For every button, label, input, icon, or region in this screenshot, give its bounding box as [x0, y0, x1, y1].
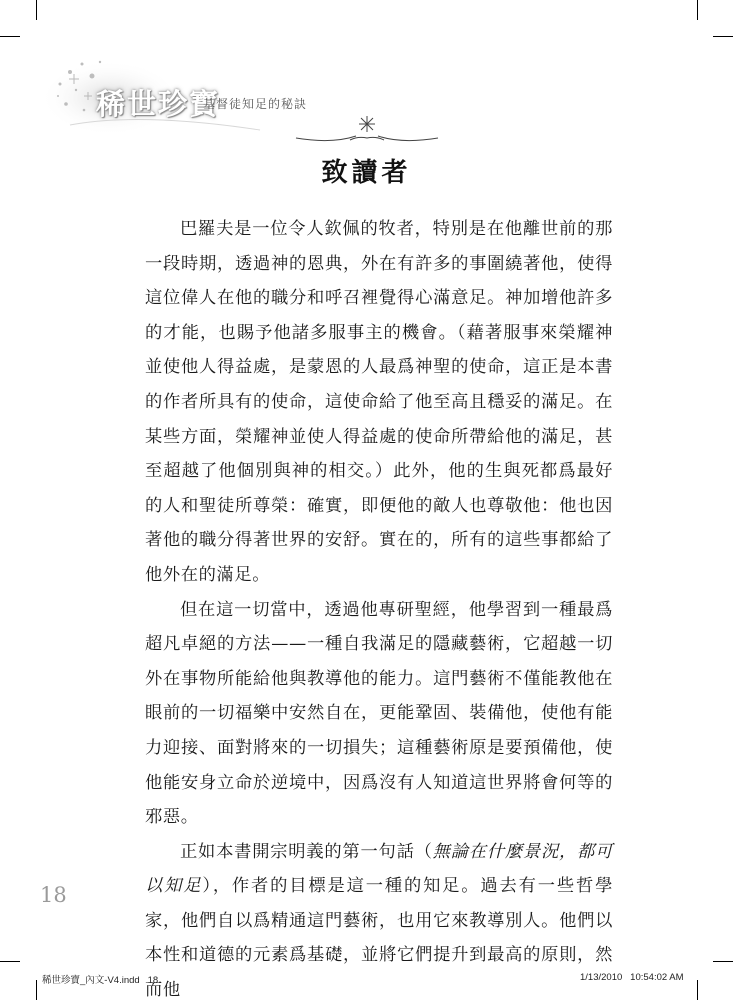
book-title: 稀世珍寶 — [96, 87, 221, 121]
crop-mark — [697, 0, 698, 20]
crop-mark — [697, 980, 698, 1000]
crop-mark — [0, 36, 20, 37]
crop-mark — [713, 36, 733, 37]
page-heading: 致讀者 — [321, 158, 412, 188]
paragraph-text: 正如本書開宗明義的第一句話（ — [180, 841, 433, 862]
slug-filename: 稀世珍寶_內文-V4.indd 18 — [42, 975, 159, 986]
crop-mark — [713, 961, 733, 962]
paragraph: 但在這一切當中，透過他專研聖經，他學習到一種最爲超凡卓絕的方法——一種自我滿足的隱藏藝術，它超越一切外在事物所能給他與教導他的能力。這門藝術不僅能教他在眼前的一切福樂中安然自在，更能鞏固、裝備他，使他有能力迎接、面對將來的一切損失；這種藝術原是要預備他，使他能安身立命於逆境中，因爲沒有人知道這世界將會何等的邪惡。 — [145, 599, 613, 828]
slug-timestamp: 1/13/2010 10:54:02 AM — [580, 972, 684, 983]
crop-mark — [0, 961, 20, 962]
body-text — [145, 212, 613, 1008]
crop-mark — [36, 980, 37, 1000]
paragraph-text: ），作者的目標是這一種的知足。過去有一些哲學家，他們自以爲精通這門藝術，也用它來教導別人。他們以本性和道德的元素爲基礎，並將它們提升到最高的原則，然而他 — [145, 876, 613, 1001]
book-subtitle: 基督徒知足的秘訣 — [203, 97, 308, 111]
ornament-divider-icon — [292, 114, 442, 148]
paragraph — [145, 835, 613, 1008]
scripture-quote: 無論在什麼景況，都可以知足 — [145, 841, 613, 897]
crop-mark — [36, 0, 37, 20]
page-number: 18 — [40, 883, 67, 907]
paragraph: 巴羅夫是一位令人欽佩的牧者，特別是在他離世前的那一段時期，透過神的恩典，外在有許多的事圍繞著他，使得這位偉人在他的職分和呼召裡覺得心滿意足。神加增他許多的才能，也賜予他諸多服事主的機會。（藉著服事來榮耀神並使他人得益處，是蒙恩的人最爲神聖的使命，這正是本書的作者所具有的使命，這使命給了他至高且穩妥的滿足。在某些方面，榮耀神並使人得益處的使命所帶給他的滿足，甚至超越了他個別與神的相交。）此外，他的生與死都爲最好的人和聖徒所尊榮：確實，即便他的敵人也尊敬他：他也因著他的職分得著世界的安舒。實在的，所有的這些事都給了他外在的滿足。 — [145, 219, 613, 585]
